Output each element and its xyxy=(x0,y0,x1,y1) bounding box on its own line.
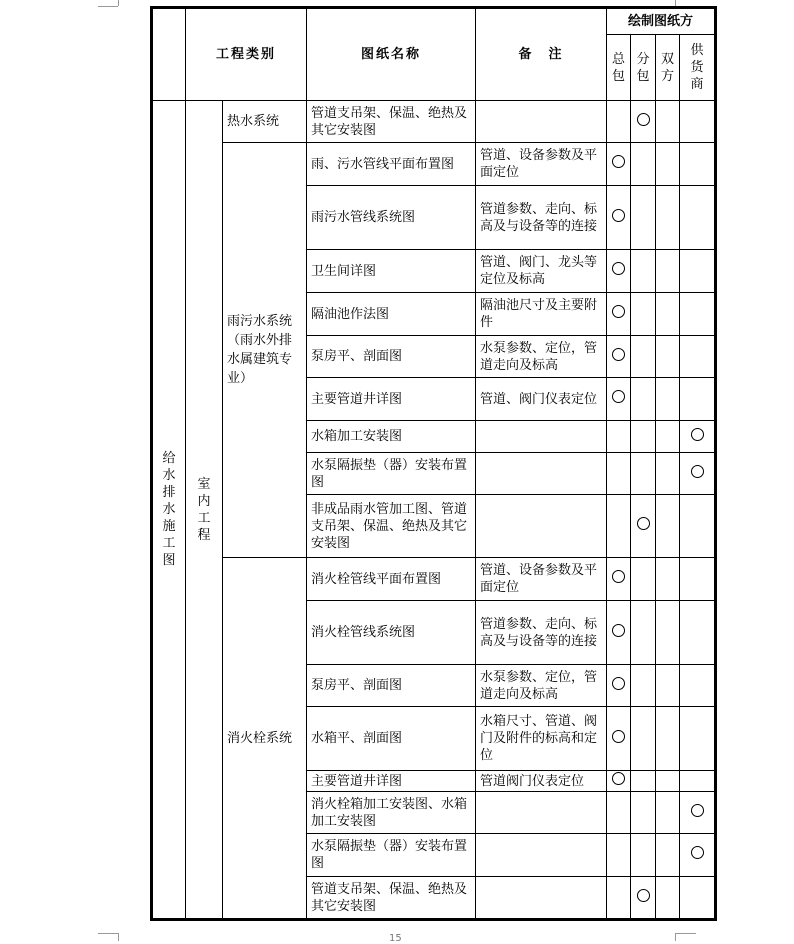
party-mark-cell xyxy=(631,250,656,293)
remark-cell: 管道、设备参数及平面定位 xyxy=(476,143,607,186)
drawing-name-cell: 消火栓管线系统图 xyxy=(307,601,476,665)
circle-mark-icon xyxy=(612,677,625,690)
party-mark-cell xyxy=(656,186,680,250)
drawing-name-cell: 主要管道井详图 xyxy=(307,771,476,792)
circle-mark-icon xyxy=(612,305,625,318)
party-mark-cell xyxy=(631,665,656,707)
party-mark-cell xyxy=(607,143,631,186)
discipline-cell xyxy=(152,101,186,920)
party-mark-cell xyxy=(607,707,631,771)
table-row xyxy=(152,558,716,601)
system-name-cell: 热水系统 xyxy=(223,101,307,143)
party-mark-cell xyxy=(607,558,631,601)
party-mark-cell xyxy=(656,877,680,920)
party-mark-cell xyxy=(656,558,680,601)
circle-mark-icon xyxy=(612,155,625,168)
party-mark-cell xyxy=(607,378,631,421)
drawing-name-cell: 泵房平、剖面图 xyxy=(307,665,476,707)
party-mark-cell xyxy=(607,877,631,920)
circle-mark-icon xyxy=(612,624,625,637)
remark-cell: 水泵参数、定位，管道走向及标高 xyxy=(476,665,607,707)
party-mark-cell xyxy=(680,453,716,495)
circle-mark-icon xyxy=(612,772,625,785)
drawing-name-cell: 雨污水管线系统图 xyxy=(307,186,476,250)
party-mark-cell xyxy=(607,101,631,143)
party-mark-cell xyxy=(607,186,631,250)
party-mark-cell xyxy=(680,771,716,792)
remark-cell: 管道参数、走向、标高及与设备等的连接 xyxy=(476,186,607,250)
party-mark-cell xyxy=(680,293,716,336)
circle-mark-icon xyxy=(612,390,625,403)
party-mark-cell xyxy=(631,834,656,877)
party-mark-cell xyxy=(656,143,680,186)
party-mark-cell xyxy=(631,378,656,421)
header-drawing-name: 图纸名称 xyxy=(307,8,476,101)
header-party-group: 绘制图纸方 xyxy=(607,8,716,35)
party-mark-cell xyxy=(680,792,716,834)
circle-mark-icon xyxy=(637,113,650,126)
party-mark-cell xyxy=(631,186,656,250)
party-mark-cell xyxy=(680,421,716,453)
remark-cell xyxy=(476,792,607,834)
party-mark-cell xyxy=(607,601,631,665)
party-mark-cell xyxy=(631,453,656,495)
remark-cell: 管道、设备参数及平面定位 xyxy=(476,558,607,601)
system-name-cell: 消火栓系统 xyxy=(223,558,307,920)
header-party-both: 双方 xyxy=(656,35,680,101)
party-mark-cell xyxy=(656,421,680,453)
party-mark-cell xyxy=(656,601,680,665)
drawing-name-cell: 泵房平、剖面图 xyxy=(307,336,476,378)
remark-cell: 管道、阀门仪表定位 xyxy=(476,378,607,421)
drawing-name-cell: 消火栓管线平面布置图 xyxy=(307,558,476,601)
party-mark-cell xyxy=(680,877,716,920)
party-mark-cell xyxy=(680,601,716,665)
header-party-supplier: 供货商 xyxy=(680,35,716,101)
crop-mark xyxy=(118,0,119,6)
party-mark-cell xyxy=(656,834,680,877)
scope-label: 室内工程 xyxy=(197,476,211,543)
crop-mark xyxy=(676,933,696,934)
party-mark-cell xyxy=(680,834,716,877)
crop-mark xyxy=(98,933,118,934)
party-mark-cell xyxy=(656,378,680,421)
circle-mark-icon xyxy=(691,428,704,441)
drawing-name-cell: 管道支吊架、保温、绝热及其它安装图 xyxy=(307,101,476,143)
header-party-general: 总包 xyxy=(607,35,631,101)
remark-cell xyxy=(476,877,607,920)
party-mark-cell xyxy=(680,250,716,293)
circle-mark-icon xyxy=(612,262,625,275)
party-mark-cell xyxy=(631,601,656,665)
party-mark-cell xyxy=(607,250,631,293)
remark-cell: 管道、阀门、龙头等定位及标高 xyxy=(476,250,607,293)
party-mark-cell xyxy=(656,792,680,834)
party-mark-cell xyxy=(680,143,716,186)
header-remark: 备 注 xyxy=(476,8,607,101)
circle-mark-icon xyxy=(637,517,650,530)
drawing-name-cell: 卫生间详图 xyxy=(307,250,476,293)
circle-mark-icon xyxy=(691,846,704,859)
remark-cell: 管道阀门仪表定位 xyxy=(476,771,607,792)
party-mark-cell xyxy=(680,665,716,707)
drawing-name-cell: 雨、污水管线平面布置图 xyxy=(307,143,476,186)
drawing-name-cell: 水泵隔振垫（器）安装布置图 xyxy=(307,453,476,495)
party-mark-cell xyxy=(607,336,631,378)
circle-mark-icon xyxy=(691,804,704,817)
party-mark-cell xyxy=(656,250,680,293)
crop-mark xyxy=(118,933,119,941)
remark-cell: 水箱尺寸、管道、阀门及附件的标高和定位 xyxy=(476,707,607,771)
crop-mark xyxy=(675,933,676,941)
drawing-name-cell: 水箱加工安装图 xyxy=(307,421,476,453)
system-name-cell: 雨污水系统（雨水外排水属建筑专业） xyxy=(223,143,307,558)
party-mark-cell xyxy=(631,558,656,601)
circle-mark-icon xyxy=(612,570,625,583)
page-number: 15 xyxy=(389,933,402,944)
drawing-name-cell: 水泵隔振垫（器）安装布置图 xyxy=(307,834,476,877)
circle-mark-icon xyxy=(637,889,650,902)
party-mark-cell xyxy=(680,101,716,143)
party-mark-cell xyxy=(607,665,631,707)
drawing-name-cell: 消火栓箱加工安装图、水箱加工安装图 xyxy=(307,792,476,834)
scope-cell xyxy=(186,101,223,920)
party-mark-cell xyxy=(656,707,680,771)
remark-cell: 隔油池尺寸及主要附件 xyxy=(476,293,607,336)
drawing-name-cell: 水箱平、剖面图 xyxy=(307,707,476,771)
party-mark-cell xyxy=(607,421,631,453)
remark-cell xyxy=(476,834,607,877)
table-row xyxy=(152,101,716,143)
party-mark-cell xyxy=(607,834,631,877)
party-mark-cell xyxy=(680,495,716,558)
header-party-sub: 分包 xyxy=(631,35,656,101)
party-mark-cell xyxy=(656,293,680,336)
party-mark-cell xyxy=(656,665,680,707)
drawing-name-cell: 主要管道井详图 xyxy=(307,378,476,421)
remark-cell xyxy=(476,421,607,453)
circle-mark-icon xyxy=(612,209,625,222)
party-mark-cell xyxy=(631,771,656,792)
party-mark-cell xyxy=(656,101,680,143)
party-mark-cell xyxy=(631,336,656,378)
party-mark-cell xyxy=(680,707,716,771)
header-blank xyxy=(152,8,186,101)
party-mark-cell xyxy=(631,877,656,920)
drawing-responsibility-table xyxy=(150,6,717,921)
remark-cell xyxy=(476,453,607,495)
party-mark-cell xyxy=(631,792,656,834)
drawing-name-cell: 隔油池作法图 xyxy=(307,293,476,336)
party-mark-cell xyxy=(680,186,716,250)
header-category: 工程类别 xyxy=(186,8,307,101)
party-mark-cell xyxy=(607,792,631,834)
remark-cell: 管道参数、走向、标高及与设备等的连接 xyxy=(476,601,607,665)
party-mark-cell xyxy=(631,421,656,453)
party-mark-cell xyxy=(607,293,631,336)
party-mark-cell xyxy=(656,771,680,792)
party-mark-cell xyxy=(680,336,716,378)
party-mark-cell xyxy=(607,453,631,495)
crop-mark xyxy=(98,6,118,7)
party-mark-cell xyxy=(607,495,631,558)
party-mark-cell xyxy=(631,707,656,771)
party-mark-cell xyxy=(607,771,631,792)
party-mark-cell xyxy=(656,453,680,495)
party-mark-cell xyxy=(631,495,656,558)
party-mark-cell xyxy=(680,558,716,601)
party-mark-cell xyxy=(631,293,656,336)
remark-cell: 水泵参数、定位，管道走向及标高 xyxy=(476,336,607,378)
drawing-name-cell: 管道支吊架、保温、绝热及其它安装图 xyxy=(307,877,476,920)
discipline-label: 给水排水施工图 xyxy=(162,451,176,568)
remark-cell xyxy=(476,495,607,558)
party-mark-cell xyxy=(680,378,716,421)
circle-mark-icon xyxy=(612,730,625,743)
party-mark-cell xyxy=(631,143,656,186)
party-mark-cell xyxy=(631,101,656,143)
party-mark-cell xyxy=(656,336,680,378)
circle-mark-icon xyxy=(691,465,704,478)
drawing-name-cell: 非成品雨水管加工图、管道支吊架、保温、绝热及其它安装图 xyxy=(307,495,476,558)
party-mark-cell xyxy=(656,495,680,558)
table-row xyxy=(152,143,716,186)
circle-mark-icon xyxy=(612,348,625,361)
remark-cell xyxy=(476,101,607,143)
